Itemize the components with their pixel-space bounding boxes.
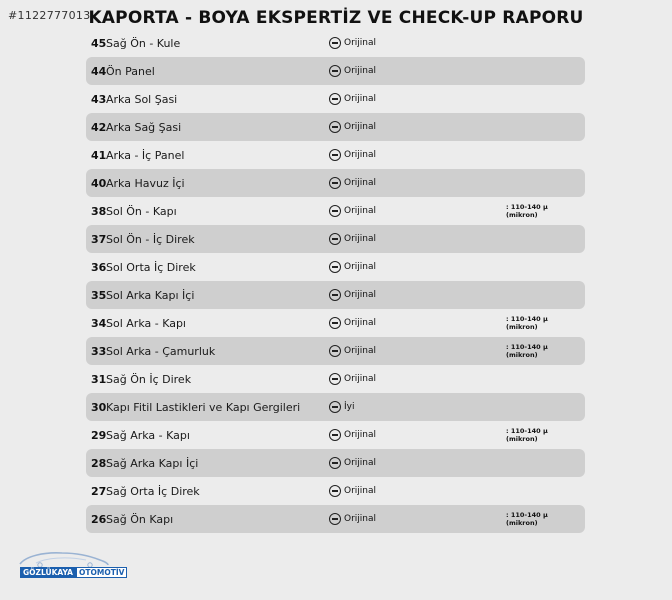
status-label: Orijinal — [344, 206, 377, 216]
status-label: Orijinal — [344, 318, 377, 328]
status-icon — [329, 401, 341, 413]
status-icon — [329, 485, 341, 497]
item-number: 31 — [91, 372, 107, 386]
status-label: İyi — [344, 402, 355, 412]
status-cell — [329, 65, 376, 77]
report-table — [86, 29, 585, 533]
part-name: Sol Arka - Kapı — [106, 316, 186, 330]
part-name: Arka - İç Panel — [106, 148, 185, 162]
part-name: Sağ Ön - Kule — [106, 36, 181, 50]
status-icon — [329, 429, 341, 441]
status-label: Orijinal — [344, 234, 377, 244]
part-name: Sağ Ön Kapı — [106, 512, 174, 526]
status-cell — [329, 317, 376, 329]
status-cell — [329, 429, 376, 441]
table-row — [86, 449, 585, 477]
table-row — [86, 309, 585, 337]
status-cell — [329, 121, 376, 133]
item-number: 45 — [91, 36, 107, 50]
item-number: 29 — [91, 428, 107, 442]
status-label: Orijinal — [344, 346, 377, 356]
status-icon — [329, 37, 341, 49]
status-cell — [329, 93, 376, 105]
table-row — [86, 337, 585, 365]
part-name: Sağ Arka Kapı İçi — [106, 456, 199, 470]
table-row — [86, 225, 585, 253]
part-name: Sağ Orta İç Direk — [106, 484, 200, 498]
item-number: 30 — [91, 400, 107, 414]
paint-thickness: : 110-140 µ (mikron) — [506, 343, 548, 359]
item-number: 42 — [91, 120, 107, 134]
paint-thickness: : 110-140 µ (mikron) — [506, 203, 548, 219]
status-label: Orijinal — [344, 430, 377, 440]
status-cell — [329, 177, 376, 189]
status-label: Orijinal — [344, 458, 377, 468]
part-name: Sol Orta İç Direk — [106, 260, 196, 274]
status-cell — [329, 485, 376, 497]
status-cell — [329, 457, 376, 469]
paint-thickness: : 110-140 µ (mikron) — [506, 315, 548, 331]
status-cell — [329, 373, 376, 385]
car-logo-icon — [16, 548, 112, 568]
item-number: 37 — [91, 232, 107, 246]
status-icon — [329, 513, 341, 525]
part-name: Ön Panel — [106, 64, 155, 78]
dealer-logo — [14, 548, 125, 584]
table-row — [86, 197, 585, 225]
table-row — [86, 505, 585, 533]
status-icon — [329, 177, 341, 189]
item-number: 44 — [91, 64, 107, 78]
status-cell — [329, 37, 376, 49]
table-row — [86, 169, 585, 197]
table-row — [86, 393, 585, 421]
part-name: Arka Havuz İçi — [106, 176, 185, 190]
status-icon — [329, 205, 341, 217]
item-number: 43 — [91, 92, 107, 106]
status-icon — [329, 233, 341, 245]
part-name: Kapı Fitil Lastikleri ve Kapı Gergileri — [106, 400, 301, 414]
status-label: Orijinal — [344, 38, 377, 48]
logo-text-secondary: OTOMOTİV — [76, 567, 127, 578]
status-icon — [329, 289, 341, 301]
part-name: Sol Ön - Kapı — [106, 204, 177, 218]
item-number: 38 — [91, 204, 107, 218]
status-cell — [329, 289, 376, 301]
status-icon — [329, 261, 341, 273]
status-icon — [329, 149, 341, 161]
status-label: Orijinal — [344, 122, 377, 132]
table-row — [86, 281, 585, 309]
item-number: 28 — [91, 456, 107, 470]
status-label: Orijinal — [344, 262, 377, 272]
status-icon — [329, 317, 341, 329]
part-name: Arka Sağ Şasi — [106, 120, 182, 134]
item-number: 40 — [91, 176, 107, 190]
listing-id: #1122777013 — [8, 9, 91, 22]
table-row — [86, 141, 585, 169]
item-number: 34 — [91, 316, 107, 330]
status-cell — [329, 345, 376, 357]
logo-text-primary: GÖZLÜKAYA — [20, 567, 76, 578]
status-icon — [329, 65, 341, 77]
status-label: Orijinal — [344, 514, 377, 524]
part-name: Sol Arka Kapı İçi — [106, 288, 195, 302]
part-name: Arka Sol Şasi — [106, 92, 178, 106]
table-row — [86, 113, 585, 141]
status-label: Orijinal — [344, 150, 377, 160]
item-number: 35 — [91, 288, 107, 302]
status-label: Orijinal — [344, 66, 377, 76]
table-row — [86, 365, 585, 393]
status-label: Orijinal — [344, 374, 377, 384]
status-cell — [329, 401, 354, 413]
status-cell — [329, 233, 376, 245]
part-name: Sağ Arka - Kapı — [106, 428, 190, 442]
status-icon — [329, 457, 341, 469]
status-label: Orijinal — [344, 178, 377, 188]
status-label: Orijinal — [344, 290, 377, 300]
table-row — [86, 477, 585, 505]
item-number: 36 — [91, 260, 107, 274]
paint-thickness: : 110-140 µ (mikron) — [506, 511, 548, 527]
status-icon — [329, 345, 341, 357]
item-number: 27 — [91, 484, 107, 498]
status-cell — [329, 513, 376, 525]
part-name: Sol Ön - İç Direk — [106, 232, 195, 246]
status-label: Orijinal — [344, 486, 377, 496]
status-icon — [329, 373, 341, 385]
status-label: Orijinal — [344, 94, 377, 104]
part-name: Sol Arka - Çamurluk — [106, 344, 216, 358]
report-title: KAPORTA - BOYA EKSPERTİZ VE CHECK-UP RAPORU — [88, 8, 584, 28]
status-icon — [329, 121, 341, 133]
item-number: 33 — [91, 344, 107, 358]
item-number: 26 — [91, 512, 107, 526]
table-row — [86, 29, 585, 57]
status-icon — [329, 93, 341, 105]
paint-thickness: : 110-140 µ (mikron) — [506, 427, 548, 443]
status-cell — [329, 205, 376, 217]
item-number: 41 — [91, 148, 107, 162]
table-row — [86, 85, 585, 113]
table-row — [86, 57, 585, 85]
table-row — [86, 253, 585, 281]
status-cell — [329, 149, 376, 161]
part-name: Sağ Ön İç Direk — [106, 372, 192, 386]
table-row — [86, 421, 585, 449]
status-cell — [329, 261, 376, 273]
